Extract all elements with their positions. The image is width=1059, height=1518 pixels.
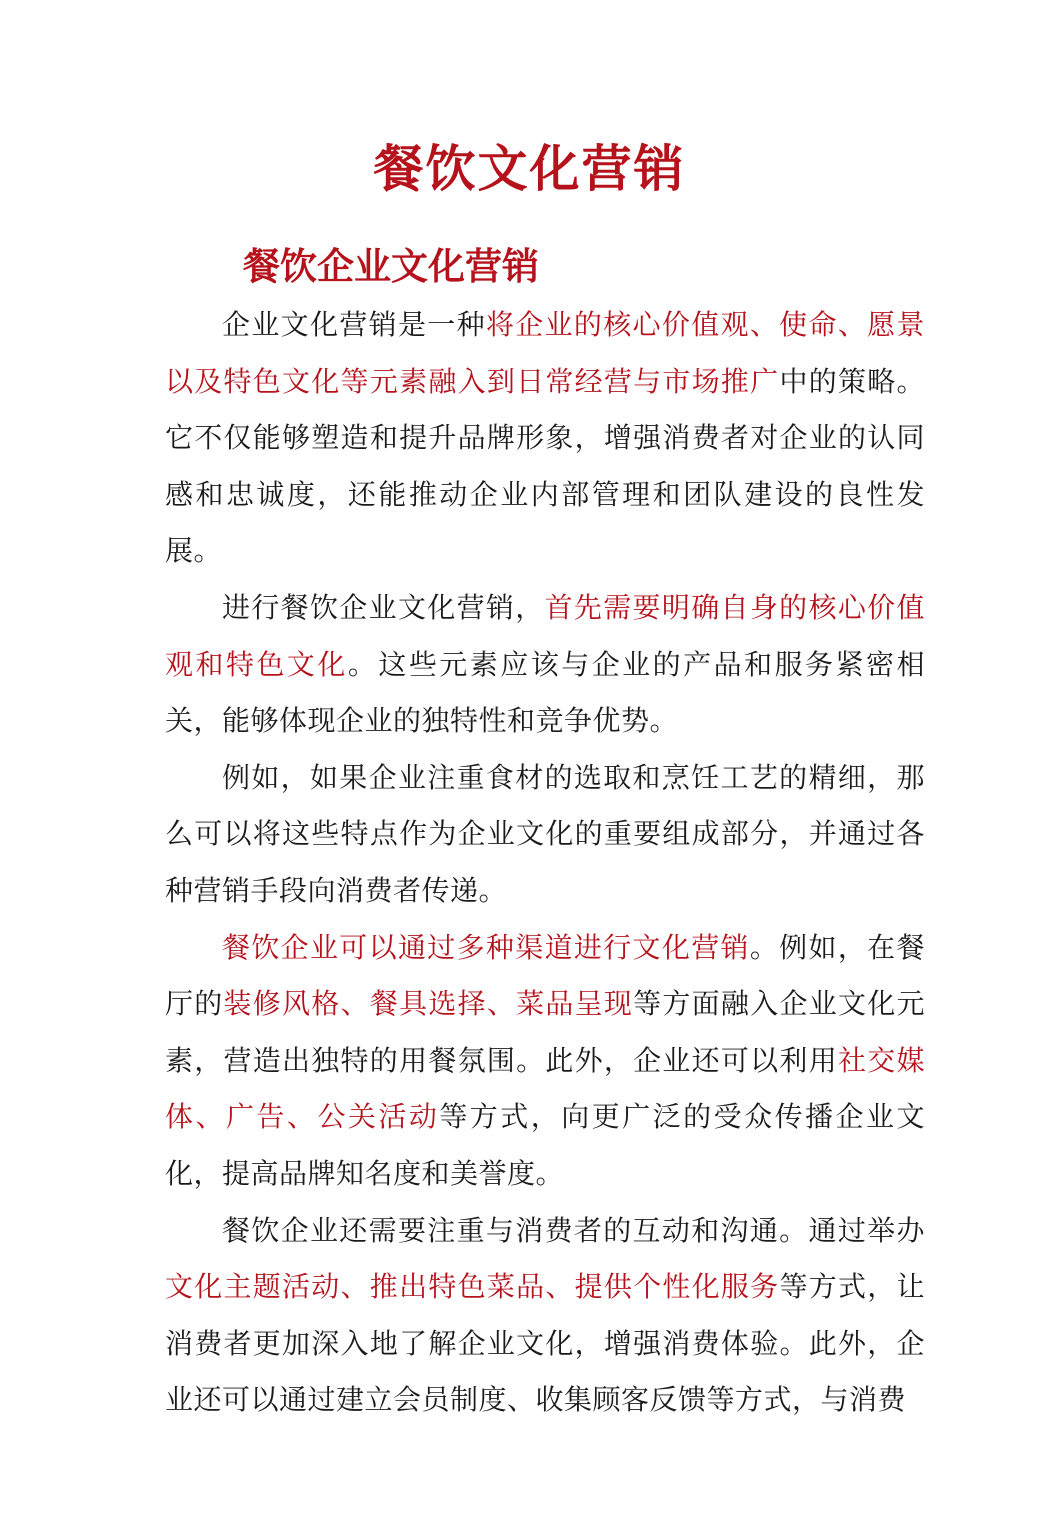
paragraph xyxy=(165,297,925,580)
paragraph-text: 等方面融入企业文化元素，营造出独特的用餐氛围。此外，企业还可以利用 xyxy=(165,987,925,1077)
paragraph-text: 企业文化营销是一种 xyxy=(222,308,486,341)
document-title: 餐饮文化营销 xyxy=(373,139,686,198)
paragraph xyxy=(165,920,925,1203)
paragraph-text: 等方式，向更广泛的受众传播企业文化，提高品牌知名度和美誉度。 xyxy=(165,1100,925,1190)
paragraph-text: 中的策略。它不仅能够塑造和提升品牌形象，增强消费者对企业的认同感和忠诚度，还能推动企业内部管理和团队建设的良性发展。 xyxy=(165,364,925,568)
highlighted-text: 首先需要明确自身的核心价值观和特色文化 xyxy=(165,590,925,681)
section-heading: 餐饮企业文化营销 xyxy=(243,244,539,288)
paragraph-text: 例如，如果企业注重食材的选取和烹饪工艺的精细，那么可以将这些特点作为企业文化的重要组成部分，并通过各种营销手段向消费者传递。 xyxy=(165,760,925,907)
paragraph-text: 。例如，在餐厅的 xyxy=(165,930,925,1021)
highlighted-text: 文化主题活动、推出特色菜品、提供个性化服务 xyxy=(165,1270,780,1304)
body-text xyxy=(165,297,925,1429)
paragraph-text: 等方式，让消费者更加深入地了解企业文化，增强消费体验。此外，企业还可以通过建立会员制度、收集顾客反馈等方式，与消费 xyxy=(165,1270,925,1417)
paragraph xyxy=(165,750,925,920)
paragraph-text: 餐饮企业还需要注重与消费者的互动和沟通。通过举办 xyxy=(222,1213,925,1247)
paragraph xyxy=(165,580,925,750)
paragraph-text: 。这些元素应该与企业的产品和服务紧密相关，能够体现企业的独特性和竞争优势。 xyxy=(165,647,925,738)
paragraph-text: 进行餐饮企业文化营销， xyxy=(222,590,545,624)
highlighted-text: 装修风格、餐具选择、菜品呈现 xyxy=(223,987,634,1021)
highlighted-text: 餐饮企业可以通过多种渠道进行文化营销 xyxy=(222,930,750,964)
paragraph xyxy=(165,1203,925,1429)
highlighted-text: 社交媒体、广告、公关活动 xyxy=(165,1043,925,1134)
highlighted-text: 将企业的核心价值观、使命、愿景以及特色文化等元素融入到日常经营与市场推广 xyxy=(165,308,925,398)
